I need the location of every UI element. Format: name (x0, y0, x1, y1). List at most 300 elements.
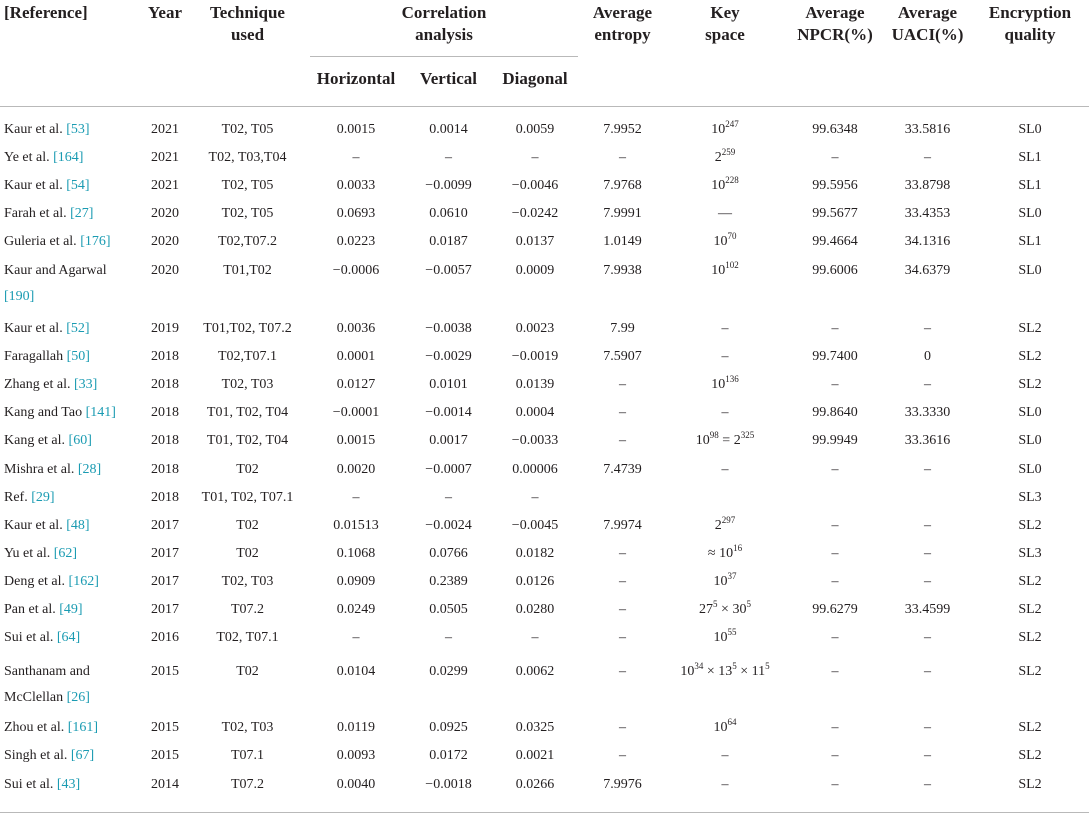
cell-horizontal: 0.0015 (336, 122, 376, 137)
citation-link[interactable]: [161] (67, 720, 99, 735)
cell-reference (4, 485, 134, 511)
cell-quality: SL1 (1018, 234, 1042, 249)
reference-name: Ref. (4, 490, 32, 505)
cell-diagonal: −0.0033 (511, 433, 559, 448)
cell-npcr: – (831, 321, 839, 336)
cell-uaci: – (924, 321, 931, 336)
reference-name: Zhou et al. (4, 720, 68, 735)
cell-horizontal: 0.0223 (336, 234, 376, 249)
cell-vertical: −0.0014 (425, 405, 472, 420)
cell-technique: T02, T05 (221, 178, 274, 193)
cell-quality: SL2 (1018, 574, 1042, 589)
cell-horizontal: 0.0001 (336, 349, 376, 364)
cell-horizontal: −0.0001 (332, 405, 380, 420)
cell-technique: T02, T05 (221, 122, 274, 137)
reference-name: Faragallah (4, 349, 67, 364)
header-correlation (308, 2, 580, 46)
cell-entropy: 7.9991 (603, 206, 642, 221)
cell-diagonal: 0.0023 (515, 321, 555, 336)
cell-vertical: −0.0038 (425, 321, 472, 336)
cell-uaci: 33.4353 (904, 206, 951, 221)
cell-reference (4, 743, 134, 769)
cell-quality: SL3 (1018, 546, 1042, 561)
cell-keyspace: $10^{136}$ (711, 374, 739, 392)
cell-year: 2018 (151, 433, 179, 448)
cell-reference (4, 173, 134, 199)
header-npcr (785, 2, 885, 46)
reference-name: Kang et al. (4, 433, 69, 448)
cell-year: 2021 (151, 150, 179, 165)
cell-uaci: – (924, 546, 931, 561)
cell-reference (4, 145, 134, 171)
reference-name: Deng et al. (4, 574, 69, 589)
cell-npcr: 99.6279 (812, 602, 858, 617)
cell-npcr: – (831, 630, 839, 645)
citation-link[interactable]: [62] (53, 546, 78, 561)
header-diagonal: Diagonal (502, 69, 568, 88)
cell-technique: T02,T07.2 (217, 234, 278, 249)
cell-year: 2020 (151, 206, 179, 221)
cell-reference (4, 258, 134, 310)
cell-quality: SL2 (1018, 349, 1042, 364)
cell-reference (4, 513, 134, 539)
cell-vertical: 0.2389 (429, 574, 468, 589)
citation-link[interactable]: [53] (66, 122, 90, 137)
cell-entropy: – (619, 602, 626, 617)
citation-link[interactable]: [54] (66, 178, 90, 193)
cell-entropy: – (619, 546, 626, 561)
cell-keyspace: $10^{55}$ (713, 627, 737, 645)
cell-horizontal: 0.0693 (336, 206, 376, 221)
header-quality (970, 2, 1090, 46)
cell-quality: SL2 (1018, 777, 1042, 792)
cell-quality: SL2 (1018, 664, 1042, 679)
cell-horizontal: 0.0040 (336, 777, 376, 792)
cell-npcr: 99.6348 (812, 122, 858, 137)
cell-technique: T02 (236, 462, 259, 477)
cell-diagonal: 0.0280 (515, 602, 555, 617)
reference-name: Santhanam and McClellan (4, 664, 90, 705)
citation-link[interactable]: [28] (77, 462, 102, 477)
cell-technique: T01, T02, T07.1 (201, 490, 294, 505)
cell-horizontal: 0.1068 (336, 546, 376, 561)
cell-keyspace: – (721, 405, 729, 420)
cell-technique: T02, T07.1 (216, 630, 279, 645)
cell-npcr: – (831, 150, 839, 165)
cell-year: 2018 (151, 377, 179, 392)
cell-uaci: 33.4599 (904, 602, 951, 617)
cell-npcr: 99.5677 (812, 206, 858, 221)
reference-name: Guleria et al. (4, 234, 81, 249)
cell-diagonal: −0.0045 (511, 518, 559, 533)
cell-technique: T07.1 (230, 748, 265, 763)
cell-entropy: 7.9768 (603, 178, 642, 193)
cell-reference (4, 569, 134, 595)
cell-horizontal: 0.0093 (336, 748, 376, 763)
cell-diagonal: – (531, 490, 539, 505)
cell-reference (4, 117, 134, 143)
cell-npcr: 99.7400 (812, 349, 858, 364)
cell-vertical: – (445, 490, 452, 505)
cell-entropy: 7.4739 (603, 462, 642, 477)
cell-keyspace: $10^{247}$ (711, 119, 739, 137)
cell-npcr: 99.9949 (812, 433, 858, 448)
cell-quality: SL0 (1018, 433, 1042, 448)
cell-diagonal: 0.0266 (515, 777, 555, 792)
cell-technique: T02 (236, 518, 259, 533)
cell-year: 2015 (151, 664, 179, 679)
cell-horizontal: – (352, 630, 360, 645)
cell-quality: SL3 (1018, 490, 1042, 505)
header-uaci-line2: UACI(%) (891, 25, 964, 44)
cell-year: 2021 (151, 178, 179, 193)
cell-reference (4, 428, 134, 454)
cell-year: 2021 (151, 122, 179, 137)
cell-uaci: 0 (924, 349, 931, 364)
cell-uaci: – (924, 377, 931, 392)
cell-reference (4, 597, 134, 623)
cell-reference (4, 772, 134, 798)
cell-year: 2017 (151, 574, 179, 589)
correlation-underline (310, 56, 578, 57)
cell-entropy: 7.99 (610, 321, 635, 336)
cell-keyspace: $10^{34} \times 13^5 \times 11^5$ (680, 661, 770, 679)
cell-uaci: – (924, 518, 931, 533)
cell-vertical: 0.0610 (429, 206, 468, 221)
header-technique (190, 2, 305, 46)
cell-technique: T01, T02, T04 (206, 405, 289, 420)
cell-entropy: – (619, 720, 626, 735)
reference-name: Singh et al. (4, 748, 71, 763)
header-keyspace-line1: Key (710, 3, 740, 22)
citation-link[interactable]: [64] (56, 630, 81, 645)
cell-quality: SL2 (1018, 377, 1042, 392)
header-quality-line1: Encryption (988, 3, 1072, 22)
reference-name: Farah et al. (4, 206, 71, 221)
header-entropy (580, 2, 665, 46)
cell-technique: T02 (236, 664, 259, 679)
cell-vertical: −0.0024 (425, 518, 472, 533)
cell-quality: SL2 (1018, 720, 1042, 735)
cell-uaci: – (924, 720, 931, 735)
reference-name: Kaur et al. (4, 518, 67, 533)
cell-technique: T01,T02 (223, 263, 272, 278)
header-uaci-line1: Average (897, 3, 958, 22)
cell-vertical: −0.0007 (425, 462, 472, 477)
reference-name: Kaur et al. (4, 178, 67, 193)
cell-entropy: 1.0149 (603, 234, 642, 249)
cell-uaci: 34.1316 (904, 234, 951, 249)
header-correlation-line2: analysis (415, 25, 473, 44)
cell-npcr: – (831, 574, 839, 589)
cell-uaci: – (924, 150, 931, 165)
cell-reference (4, 457, 134, 483)
cell-year: 2015 (151, 720, 179, 735)
reference-name: Ye et al. (4, 150, 54, 165)
cell-vertical: 0.0187 (429, 234, 468, 249)
cell-npcr: – (831, 777, 839, 792)
citation-link[interactable]: [67] (70, 748, 95, 763)
cell-uaci: – (924, 748, 931, 763)
cell-horizontal: −0.0006 (332, 263, 380, 278)
cell-entropy: 7.9952 (603, 122, 642, 137)
cell-reference (4, 229, 134, 255)
header-npcr-line2: NPCR(%) (797, 25, 873, 44)
cell-diagonal: 0.0009 (515, 263, 555, 278)
cell-year: 2017 (151, 518, 179, 533)
cell-vertical: – (445, 150, 452, 165)
cell-keyspace: – (721, 748, 729, 763)
cell-vertical: 0.0505 (429, 602, 468, 617)
cell-entropy: – (619, 433, 626, 448)
cell-reference (4, 659, 134, 711)
cell-quality: SL0 (1018, 263, 1042, 278)
cell-diagonal: 0.0137 (515, 234, 555, 249)
cell-keyspace: – (721, 321, 729, 336)
header-entropy-line2: entropy (594, 25, 651, 44)
cell-technique: T02, T03 (221, 377, 274, 392)
cell-diagonal: −0.0242 (511, 206, 559, 221)
cell-year: 2018 (151, 349, 179, 364)
cell-diagonal: 0.0182 (515, 546, 555, 561)
cell-diagonal: 0.0325 (515, 720, 555, 735)
cell-keyspace: $10^{37}$ (713, 571, 737, 589)
cell-uaci: 33.5816 (904, 122, 951, 137)
cell-quality: SL2 (1018, 748, 1042, 763)
cell-vertical: −0.0099 (425, 178, 472, 193)
reference-name: Pan et al. (4, 602, 60, 617)
reference-name: Sui et al. (4, 630, 57, 645)
reference-name: Zhang et al. (4, 377, 74, 392)
table-bottom-rule (0, 812, 1089, 813)
cell-vertical: 0.0766 (429, 546, 468, 561)
cell-reference (4, 715, 134, 741)
cell-reference (4, 541, 134, 567)
citation-link[interactable]: [33] (73, 377, 98, 392)
citation-link[interactable]: [27] (70, 206, 94, 221)
cell-quality: SL2 (1018, 630, 1042, 645)
reference-name: Kaur et al. (4, 321, 67, 336)
cell-horizontal: 0.0104 (336, 664, 376, 679)
cell-diagonal: – (531, 150, 539, 165)
cell-year: 2019 (151, 321, 179, 336)
cell-uaci: 33.3616 (904, 433, 951, 448)
cell-year: 2017 (151, 546, 179, 561)
cell-horizontal: 0.0036 (336, 321, 376, 336)
cell-technique: T02,T07.1 (217, 349, 278, 364)
reference-name: Kaur and Agarwal (4, 263, 107, 278)
cell-year: 2018 (151, 405, 179, 420)
cell-horizontal: 0.0249 (336, 602, 376, 617)
cell-horizontal: 0.0033 (336, 178, 376, 193)
cell-npcr: – (831, 720, 839, 735)
citation-link[interactable]: [190] (4, 289, 35, 304)
cell-quality: SL1 (1018, 150, 1042, 165)
cell-technique: T01,T02, T07.2 (203, 321, 292, 336)
cell-npcr: 99.5956 (812, 178, 858, 193)
reference-name: Yu et al. (4, 546, 54, 561)
cell-uaci: – (924, 462, 931, 477)
header-vertical: Vertical (420, 69, 477, 88)
cell-technique: T02, T03,T04 (208, 150, 287, 165)
cell-year: 2015 (151, 748, 179, 763)
cell-quality: SL1 (1018, 178, 1042, 193)
cell-quality: SL2 (1018, 321, 1042, 336)
cell-entropy: 7.9974 (603, 518, 642, 533)
cell-horizontal: 0.0020 (336, 462, 376, 477)
cell-year: 2020 (151, 234, 179, 249)
citation-link[interactable]: [52] (66, 321, 90, 336)
header-technique-line1: Technique (210, 3, 285, 22)
cell-quality: SL0 (1018, 206, 1042, 221)
cell-year: 2014 (151, 777, 179, 792)
cell-technique: T07.2 (230, 602, 265, 617)
cell-year: 2017 (151, 602, 179, 617)
header-keyspace (665, 2, 785, 46)
cell-technique: T02, T03 (221, 574, 274, 589)
header-uaci (885, 2, 970, 46)
cell-year: 2018 (151, 490, 179, 505)
citation-link[interactable]: [141] (85, 405, 116, 420)
cell-entropy: 7.9938 (603, 263, 642, 278)
cell-technique: T01, T02, T04 (206, 433, 289, 448)
cell-diagonal: −0.0019 (511, 349, 559, 364)
cell-entropy: – (619, 748, 626, 763)
cell-reference (4, 201, 134, 227)
reference-name: Mishra et al. (4, 462, 78, 477)
cell-vertical: 0.0925 (429, 720, 468, 735)
cell-keyspace: $2^{259}$ (714, 147, 736, 165)
cell-reference (4, 316, 134, 342)
cell-keyspace: $2^{297}$ (714, 515, 736, 533)
cell-diagonal: 0.0059 (515, 122, 555, 137)
cell-uaci: – (924, 574, 931, 589)
cell-vertical: 0.0101 (429, 377, 468, 392)
cell-uaci: – (924, 664, 931, 679)
cell-horizontal: 0.0119 (337, 720, 375, 735)
cell-diagonal: −0.0046 (511, 178, 559, 193)
cell-npcr: 99.6006 (812, 263, 858, 278)
cell-diagonal: – (531, 630, 539, 645)
header-bottom-rule (0, 106, 1089, 107)
citation-link[interactable]: [50] (66, 349, 90, 364)
cell-npcr: – (831, 664, 839, 679)
cell-uaci: 33.3330 (904, 405, 951, 420)
header-entropy-line1: Average (592, 3, 653, 22)
cell-vertical: 0.0172 (429, 748, 468, 763)
cell-horizontal: 0.0015 (336, 433, 376, 448)
cell-technique: T02, T05 (221, 206, 274, 221)
cell-diagonal: 0.00006 (512, 462, 558, 477)
header-year: Year (148, 3, 182, 22)
cell-vertical: 0.0014 (429, 122, 468, 137)
header-npcr-line1: Average (805, 3, 865, 22)
cell-reference (4, 344, 134, 370)
header-correlation-line1: Correlation (401, 3, 487, 22)
cell-quality: SL2 (1018, 518, 1042, 533)
cell-entropy: – (619, 150, 626, 165)
cell-entropy: 7.9976 (603, 777, 642, 792)
cell-npcr: 99.4664 (812, 234, 858, 249)
cell-vertical: 0.0017 (429, 433, 468, 448)
header-horizontal: Horizontal (316, 69, 396, 88)
cell-entropy: – (619, 574, 626, 589)
cell-npcr: – (831, 462, 839, 477)
cell-reference (4, 400, 134, 426)
header-technique-line2: used (230, 25, 265, 44)
cell-year: 2016 (151, 630, 179, 645)
cell-quality: SL0 (1018, 405, 1042, 420)
cell-entropy: – (619, 377, 626, 392)
cell-uaci: – (924, 777, 931, 792)
cell-npcr: – (831, 518, 839, 533)
cell-keyspace: $10^{228}$ (711, 175, 739, 193)
cell-diagonal: 0.0021 (515, 748, 555, 763)
cell-entropy: – (619, 405, 626, 420)
cell-keyspace: $10^{98} = 2^{325}$ (695, 430, 755, 448)
cell-npcr: – (831, 546, 839, 561)
citation-link[interactable]: [48] (66, 518, 90, 533)
cell-keyspace: $10^{102}$ (711, 260, 739, 278)
cell-diagonal: 0.0139 (515, 377, 555, 392)
citation-link[interactable]: [162] (68, 574, 99, 589)
cell-npcr: – (831, 377, 839, 392)
cell-vertical: 0.0299 (429, 664, 468, 679)
cell-technique: T02 (236, 546, 259, 561)
cell-horizontal: – (352, 150, 360, 165)
cell-technique: T07.2 (230, 777, 265, 792)
citation-link[interactable]: [60] (68, 433, 92, 448)
header-reference: [Reference] (4, 3, 88, 22)
cell-keyspace: — (718, 206, 732, 221)
reference-name: Kaur et al. (4, 122, 67, 137)
citation-link[interactable]: [164] (53, 150, 84, 165)
reference-name: Sui et al. (4, 777, 57, 792)
cell-quality: SL0 (1018, 122, 1042, 137)
cell-year: 2020 (151, 263, 179, 278)
cell-keyspace: – (721, 462, 729, 477)
citation-link[interactable]: [43] (56, 777, 81, 792)
cell-keyspace: $27^5 \times 30^5$ (699, 599, 751, 617)
cell-quality: SL0 (1018, 462, 1042, 477)
cell-vertical: −0.0018 (425, 777, 472, 792)
header-quality-line2: quality (1004, 25, 1056, 44)
cell-horizontal: 0.0909 (336, 574, 376, 589)
cell-keyspace: – (721, 349, 729, 364)
cell-reference (4, 372, 134, 398)
cell-uaci: 34.6379 (904, 263, 951, 278)
citation-link[interactable]: [176] (80, 234, 111, 249)
cell-technique: T02, T03 (221, 720, 274, 735)
cell-vertical: −0.0029 (425, 349, 472, 364)
cell-diagonal: 0.0062 (515, 664, 555, 679)
citation-link[interactable]: [26] (66, 690, 90, 705)
citation-link[interactable]: [29] (31, 490, 55, 505)
cell-quality: SL2 (1018, 602, 1042, 617)
cell-npcr: – (831, 748, 839, 763)
cell-keyspace: $10^{70}$ (713, 231, 737, 249)
cell-entropy: – (619, 664, 626, 679)
cell-horizontal: 0.01513 (333, 518, 379, 533)
cell-year: 2018 (151, 462, 179, 477)
cell-keyspace: – (721, 777, 729, 792)
citation-link[interactable]: [49] (59, 602, 83, 617)
cell-uaci: – (924, 630, 931, 645)
cell-entropy: – (619, 630, 626, 645)
cell-npcr: 99.8640 (812, 405, 858, 420)
cell-vertical: −0.0057 (425, 263, 472, 278)
cell-vertical: – (445, 630, 452, 645)
